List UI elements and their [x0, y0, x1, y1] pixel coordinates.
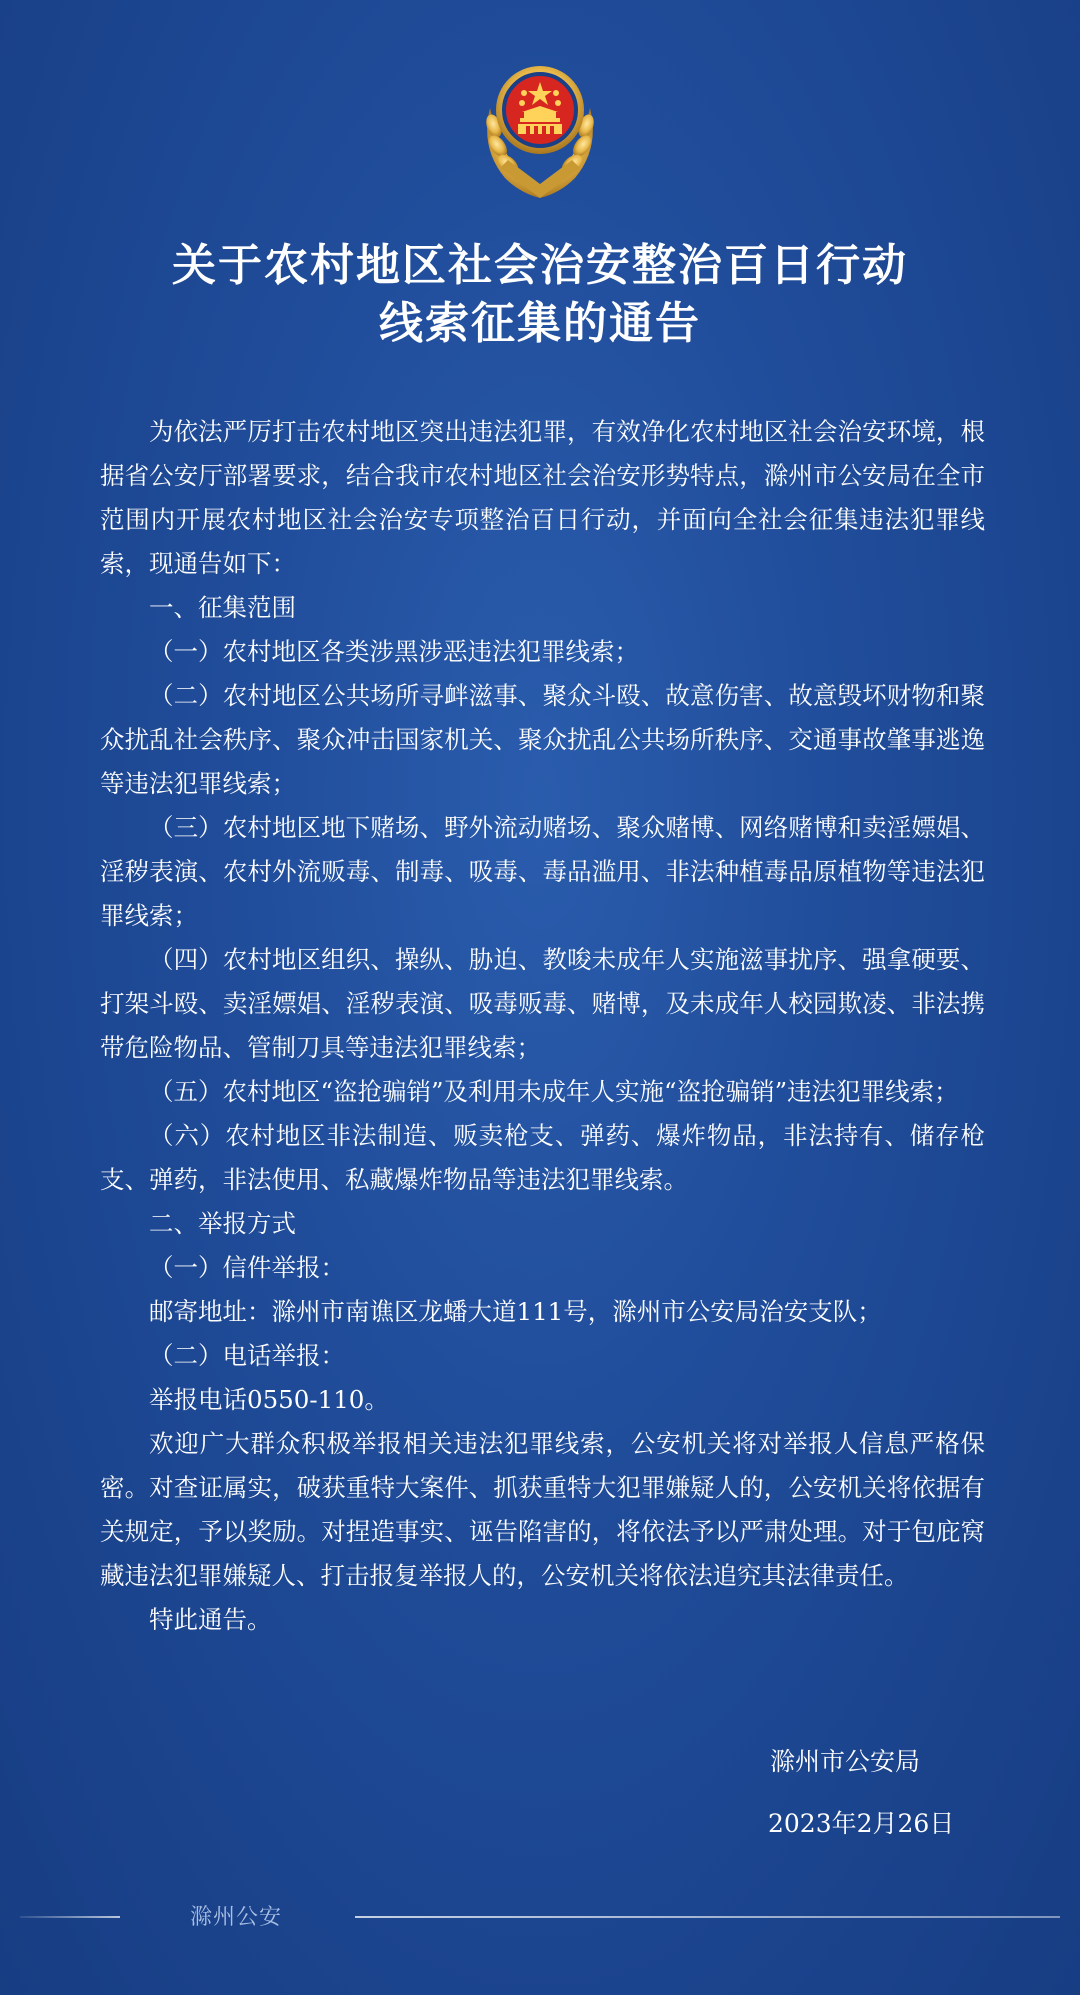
method-phone-heading: （二）电话举报： [149, 1341, 345, 1370]
intro-paragraph: 为依法严厉打击农村地区突出违法犯罪，有效净化农村地区社会治安环境，根据省公安厅部署要求，结合我市农村地区社会治安形势特点，滁州市公安局在全市范围内开展农村地区社会治安专项整治百日行动，并面向全社会征集违法犯罪线索，现通告如下： [100, 417, 985, 578]
report-phone: 举报电话0550-110。 [149, 1385, 389, 1414]
footer-divider-left [20, 1916, 120, 1918]
section-heading-method: 二、举报方式 [149, 1209, 296, 1238]
notice-title-line1: 关于农村地区社会治安整治百日行动 [172, 240, 908, 291]
footer-divider-right [355, 1916, 1060, 1918]
police-emblem-icon [460, 48, 620, 208]
scope-item-6: （六）农村地区非法制造、贩卖枪支、弹药、爆炸物品，非法持有、储存枪支、弹药，非法使用、私藏爆炸物品等违法犯罪线索。 [100, 1121, 985, 1194]
signature-date: 2023年2月26日 [768, 1809, 955, 1838]
closing-paragraph: 欢迎广大群众积极举报相关违法犯罪线索，公安机关将对举报人信息严格保密。对查证属实，破获重特大案件、抓获重特大犯罪嫌疑人的，公安机关将依据有关规定，予以奖励。对捏造事实、诬告陷害的，将依法予以严肃处理。对于包庇窝藏违法犯罪嫌疑人、打击报复举报人的，公安机关将依法追究其法律责任。 [100, 1429, 985, 1590]
scope-item-1: （一）农村地区各类涉黑涉恶违法犯罪线索； [149, 637, 639, 666]
scope-item-5: （五）农村地区“盗抢骗销”及利用未成年人实施“盗抢骗销”违法犯罪线索； [149, 1077, 959, 1106]
notice-title-line2: 线索征集的通告 [379, 298, 701, 349]
scope-item-2: （二）农村地区公共场所寻衅滋事、聚众斗殴、故意伤害、故意毁坏财物和聚众扰乱社会秩序、聚众冲击国家机关、聚众扰乱公共场所秩序、交通事故肇事逃逸等违法犯罪线索； [100, 681, 985, 798]
notice-body [100, 410, 985, 1642]
method-letter-heading: （一）信件举报： [149, 1253, 345, 1282]
signature-org: 滁州市公安局 [770, 1747, 921, 1776]
scope-item-4: （四）农村地区组织、操纵、胁迫、教唆未成年人实施滋事扰序、强拿硬要、打架斗殴、卖淫嫖娼、淫秽表演、吸毒贩毒、赌博，及未成年人校园欺凌、非法携带危险物品、管制刀具等违法犯罪线索； [100, 945, 985, 1062]
mailing-address: 邮寄地址：滁州市南谯区龙蟠大道111号，滁州市公安局治安支队； [149, 1297, 882, 1326]
section-heading-scope: 一、征集范围 [149, 593, 296, 622]
notice-ending: 特此通告。 [149, 1605, 272, 1634]
scope-item-3: （三）农村地区地下赌场、野外流动赌场、聚众赌博、网络赌博和卖淫嫖娼、淫秽表演、农村外流贩毒、制毒、吸毒、毒品滥用、非法种植毒品原植物等违法犯罪线索； [100, 813, 985, 930]
footer-brand: 滁州公安 [190, 1905, 283, 1930]
